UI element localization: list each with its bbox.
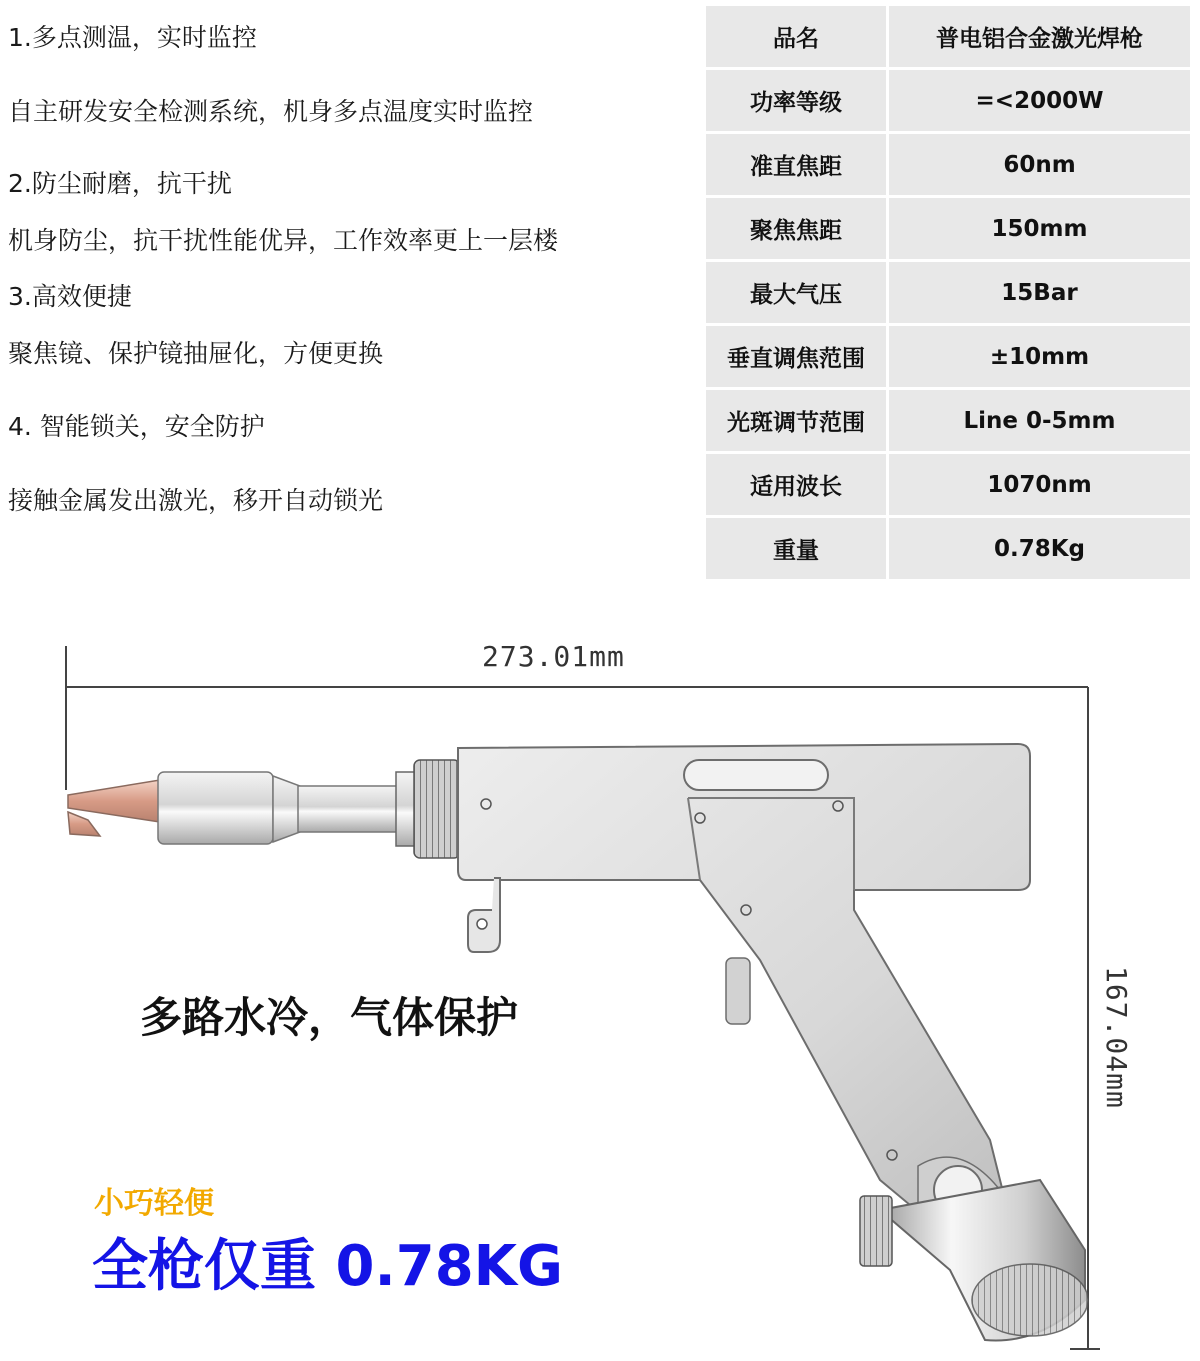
spec-label: 最大气压: [706, 262, 886, 323]
height-dimension-label: 167.04mm: [1100, 966, 1133, 1109]
feature-heading-1: 1.多点测温，实时监控: [8, 23, 257, 52]
spec-label: 品名: [706, 6, 886, 67]
feature-desc-1: 自主研发安全检测系统，机身多点温度实时监控: [8, 97, 534, 126]
spec-value: 150mm: [889, 198, 1190, 259]
cooling-tagline: 多路水冷，气体保护: [140, 993, 519, 1042]
spec-value: 60nm: [889, 134, 1190, 195]
feature-desc-2: 机身防尘，抗干扰性能优异，工作效率更上一层楼: [8, 226, 559, 255]
spec-label: 准直焦距: [706, 134, 886, 195]
spec-label: 光斑调节范围: [706, 390, 886, 451]
feature-desc-3: 聚焦镜、保护镜抽屉化，方便更换: [8, 339, 384, 368]
spec-value: 普电铝合金激光焊枪: [889, 6, 1190, 67]
spec-value: 0.78Kg: [889, 518, 1190, 579]
spec-value: 15Bar: [889, 262, 1190, 323]
spec-label: 聚焦焦距: [706, 198, 886, 259]
feature-desc-4: 接触金属发出激光，移开自动锁光: [8, 486, 384, 515]
weight-tagline: 全枪仅重 0.78KG: [92, 1234, 564, 1299]
spec-label: 适用波长: [706, 454, 886, 515]
spec-value: 1070nm: [889, 454, 1190, 515]
compact-tagline: 小巧轻便: [94, 1186, 214, 1221]
feature-heading-2: 2.防尘耐磨，抗干扰: [8, 169, 232, 198]
spec-label: 重量: [706, 518, 886, 579]
spec-label: 垂直调焦范围: [706, 326, 886, 387]
spec-value: Line 0-5mm: [889, 390, 1190, 451]
spec-value: ±10mm: [889, 326, 1190, 387]
width-dimension-label: 273.01mm: [482, 640, 625, 673]
spec-label: 功率等级: [706, 70, 886, 131]
spec-value: =<2000W: [889, 70, 1190, 131]
feature-heading-3: 3.高效便捷: [8, 282, 132, 311]
feature-heading-4: 4. 智能锁关，安全防护: [8, 412, 265, 441]
